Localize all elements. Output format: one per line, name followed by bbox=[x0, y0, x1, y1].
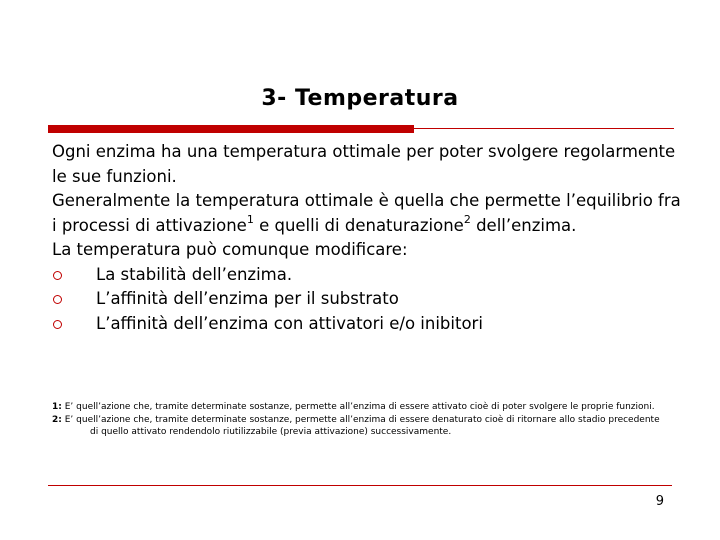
paragraph-equilibrium bbox=[52, 189, 682, 238]
title-underline-thick bbox=[48, 125, 414, 133]
footer-divider bbox=[48, 485, 672, 486]
hollow-circle-bullet-icon bbox=[53, 295, 62, 304]
hollow-circle-bullet-icon bbox=[53, 320, 62, 329]
footnote-number: 1: bbox=[52, 402, 62, 412]
footnotes bbox=[52, 401, 662, 439]
footnote-ref-2: 2 bbox=[463, 213, 471, 226]
paragraph-equilibrium-text-3: dell’enzima. bbox=[476, 215, 577, 235]
footnote-text: E’ quell’azione che, tramite determinate sostanze, permette all’enzima di essere attivato cioè di poter svolgere le proprie funzioni. bbox=[64, 402, 655, 412]
bullet-text: L’affinità dell’enzima per il substrato bbox=[96, 289, 399, 308]
bullet-item bbox=[52, 287, 682, 312]
bullet-item bbox=[52, 312, 682, 337]
footnote-2 bbox=[52, 414, 662, 439]
footnote-ref-1: 1 bbox=[246, 213, 254, 226]
footnote-text: E’ quell’azione che, tramite determinate sostanze, permette all’enzima di essere denaturato cioè di ritornare allo stadio precedente di quello attivato rendendolo riutilizzabile (previa attivazione) successivamente. bbox=[64, 414, 660, 437]
slide-title: 3- Temperatura bbox=[261, 86, 459, 111]
footnote-number: 2: bbox=[52, 414, 62, 425]
slide-body bbox=[52, 140, 682, 336]
paragraph-equilibrium-text: Generalmente la temperatura ottimale è quella che permette l’equilibrio fra i processi di attivazione bbox=[52, 191, 681, 235]
title-underline-thin bbox=[414, 128, 674, 129]
page-number: 9 bbox=[655, 494, 664, 509]
paragraph-equilibrium-text-2: e quelli di denaturazione bbox=[259, 215, 464, 235]
bullet-text: La stabilità dell’enzima. bbox=[96, 264, 293, 284]
footnote-1 bbox=[52, 401, 662, 414]
bullet-text: L’affinità dell’enzima con attivatori e/o inibitori bbox=[96, 313, 483, 333]
paragraph-intro: Ogni enzima ha una temperatura ottimale per poter svolgere regolarmente le sue funzioni. bbox=[52, 142, 676, 186]
bullet-list bbox=[52, 263, 682, 337]
title-underline bbox=[48, 125, 674, 133]
bullet-item bbox=[52, 263, 682, 288]
hollow-circle-bullet-icon bbox=[53, 271, 62, 280]
paragraph-modify: La temperatura può comunque modificare: bbox=[52, 240, 408, 259]
